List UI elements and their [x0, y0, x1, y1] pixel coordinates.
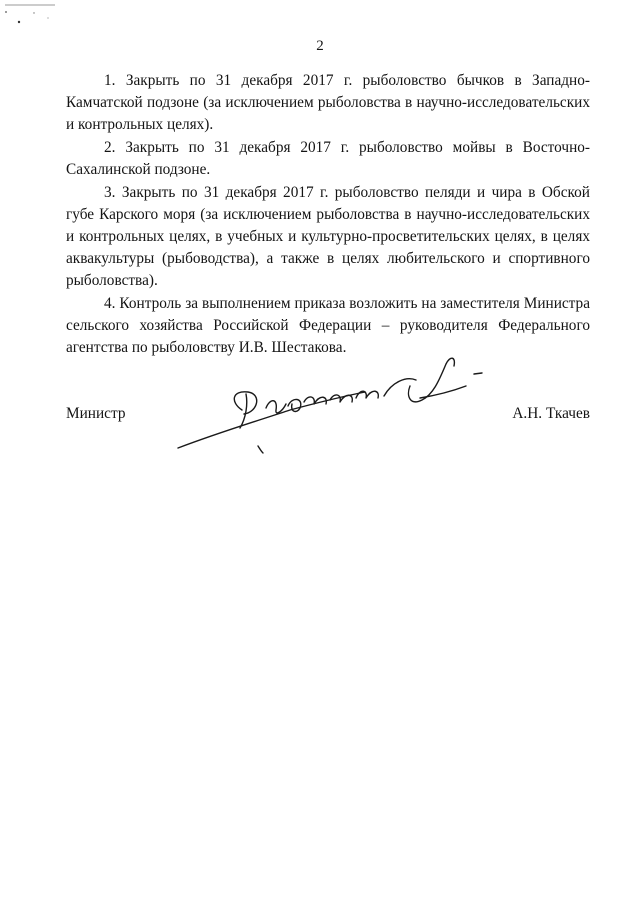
paragraph-4: 4. Контроль за выполнением приказа возложить на заместителя Министра сельского хозяйства Российской Федерации – руководителя Федерального агентства по рыболовству И.В. Шестакова. — [66, 295, 590, 356]
signer-name: А.Н. Ткачев — [512, 405, 590, 422]
paragraph-2: 2. Закрыть по 31 декабря 2017 г. рыболовство мойвы в Восточно-Сахалинской подзоне. — [66, 139, 590, 178]
page-number: 2 — [316, 38, 324, 54]
signer-position: Министр — [66, 405, 126, 422]
handwritten-signature — [170, 352, 500, 464]
scan-artifact-marks — [0, 0, 80, 40]
document-body — [66, 70, 590, 360]
paragraph-3: 3. Закрыть по 31 декабря 2017 г. рыболовство пеляди и чира в Обской губе Карского моря (за исключением рыболовства в научно-исследовательских и контрольных целях, в учебных и культурно-просветительских целях, в целях аквакультуры (рыбоводства), а также в целях любительского и спортивного рыболовства). — [66, 184, 590, 289]
paragraph-1: 1. Закрыть по 31 декабря 2017 г. рыболовство бычков в Западно-Камчатской подзоне (за исключением рыболовства в научно-исследовательских и контрольных целях). — [66, 72, 590, 133]
